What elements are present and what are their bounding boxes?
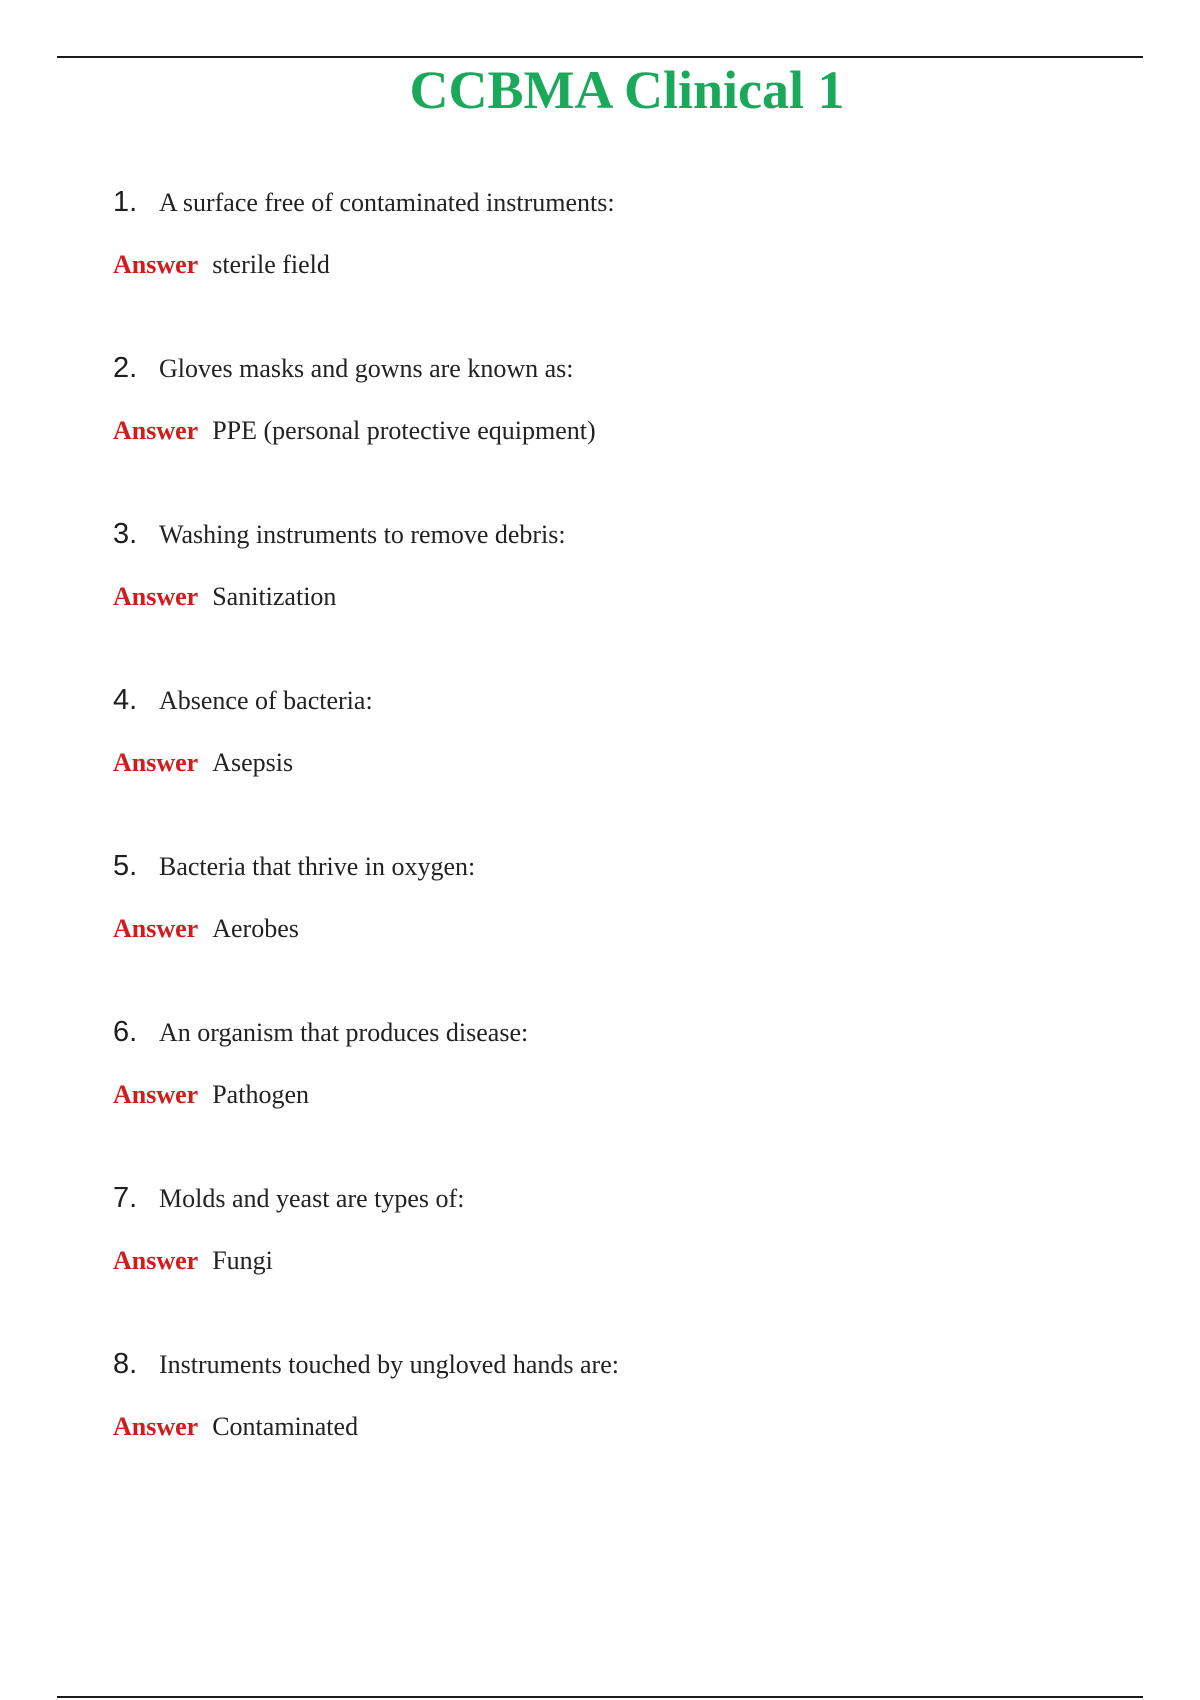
answer-row: [113, 1075, 309, 1115]
document-title: CCBMA Clinical 1: [409, 60, 845, 120]
answer-text: Asepsis: [212, 748, 294, 777]
answer-text: Fungi: [212, 1246, 273, 1275]
question-item: [113, 182, 1113, 348]
answer-row: [113, 909, 299, 949]
answer-text: sterile field: [212, 250, 330, 279]
question-list: [113, 182, 1113, 1510]
question-item: [113, 1178, 1113, 1344]
question-number: 7.: [113, 1182, 138, 1214]
question-row: [113, 680, 373, 721]
question-text: Bacteria that thrive in oxygen:: [159, 852, 476, 881]
question-number: 8.: [113, 1348, 138, 1380]
answer-row: [113, 743, 293, 783]
answer-text: Contaminated: [212, 1412, 359, 1441]
question-number: 3.: [113, 518, 138, 550]
question-item: [113, 1012, 1113, 1178]
answer-label: Answer: [113, 914, 199, 943]
question-text: Absence of bacteria:: [159, 686, 373, 715]
question-number: 2.: [113, 352, 138, 384]
question-text: Instruments touched by ungloved hands are:: [159, 1350, 619, 1379]
answer-row: [113, 411, 596, 451]
answer-row: [113, 1407, 358, 1447]
question-row: [113, 1344, 619, 1385]
question-text: Molds and yeast are types of:: [159, 1184, 465, 1213]
answer-label: Answer: [113, 748, 199, 777]
question-text: A surface free of contaminated instruments:: [159, 188, 615, 217]
question-item: [113, 846, 1113, 1012]
question-item: [113, 348, 1113, 514]
question-text: Gloves masks and gowns are known as:: [159, 354, 574, 383]
answer-text: Pathogen: [212, 1080, 309, 1109]
question-number: 6.: [113, 1016, 138, 1048]
answer-label: Answer: [113, 1080, 199, 1109]
question-row: [113, 514, 566, 555]
answer-text: Aerobes: [212, 914, 299, 943]
question-text: Washing instruments to remove debris:: [159, 520, 566, 549]
answer-text: PPE (personal protective equipment): [212, 416, 596, 445]
question-row: [113, 846, 475, 887]
question-row: [113, 1012, 528, 1053]
question-row: [113, 348, 574, 389]
question-item: [113, 680, 1113, 846]
question-number: 5.: [113, 850, 138, 882]
question-item: [113, 514, 1113, 680]
question-text: An organism that produces disease:: [159, 1018, 529, 1047]
question-row: [113, 182, 615, 223]
answer-label: Answer: [113, 1412, 199, 1441]
question-number: 4.: [113, 684, 138, 716]
answer-row: [113, 245, 330, 285]
answer-label: Answer: [113, 582, 199, 611]
bottom-divider: [57, 1696, 1143, 1698]
question-number: 1.: [113, 186, 138, 218]
answer-text: Sanitization: [212, 582, 337, 611]
answer-row: [113, 577, 336, 617]
question-item: [113, 1344, 1113, 1510]
answer-label: Answer: [113, 1246, 199, 1275]
answer-row: [113, 1241, 273, 1281]
question-row: [113, 1178, 464, 1219]
answer-label: Answer: [113, 416, 199, 445]
answer-label: Answer: [113, 250, 199, 279]
